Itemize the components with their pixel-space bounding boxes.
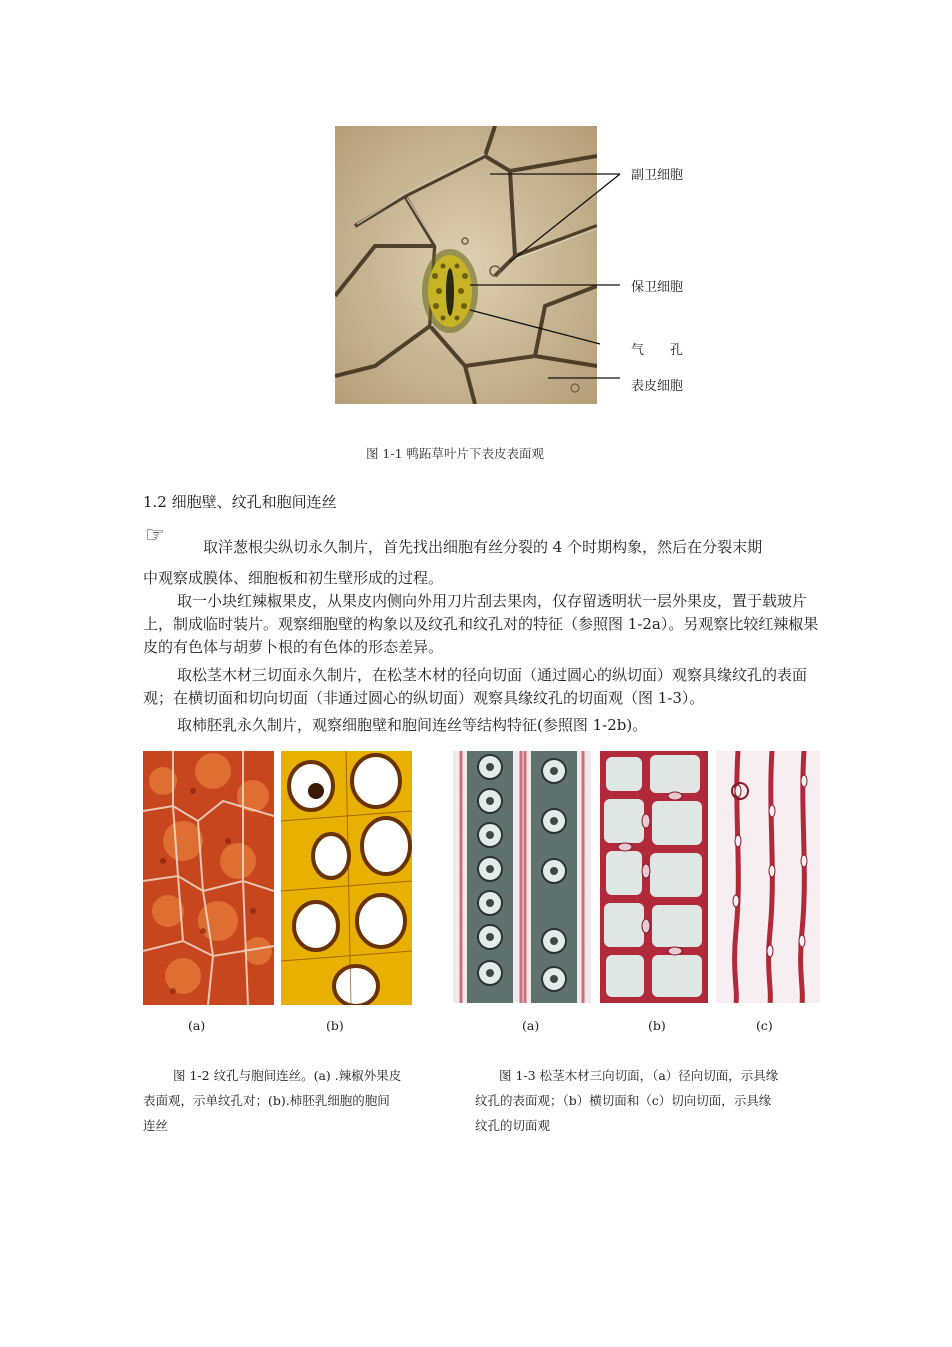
label-guard-cell: 保卫细胞 bbox=[631, 280, 684, 295]
label-subsidiary-cell: 副卫细胞 bbox=[631, 168, 684, 183]
paragraph-4: 取柿胚乳永久制片，观察细胞壁和胞间连丝等结构特征(参照图 1-2b)。 bbox=[177, 716, 648, 734]
paragraph-3: 取松茎木材三切面永久制片，在松茎木材的径向切面（通过圆心的纵切面）观察具缘纹孔的表面观；在横切面和切向切面（非通过圆心的纵切面）观察具缘纹孔的切面观（图 1-3）。 bbox=[143, 666, 808, 707]
figure2-sub-b: (b) bbox=[326, 1018, 344, 1033]
figure3-sub-c: (c) bbox=[756, 1018, 773, 1033]
figure1-caption: 图 1-1 鸭跖草叶片下表皮表面观 bbox=[365, 446, 545, 461]
figure2-caption-line-3: 连丝 bbox=[143, 1118, 169, 1133]
figure2-sub-a: (a) bbox=[188, 1018, 206, 1033]
figure2-caption-line-1: 图 1-2 纹孔与胞间连丝。(a) .辣椒外果皮 bbox=[173, 1068, 402, 1083]
pine-radial-section-micrograph bbox=[453, 751, 591, 1003]
pine-cross-section-micrograph bbox=[600, 751, 708, 1003]
figure3-sub-b: (b) bbox=[648, 1018, 666, 1033]
figure3-caption-line-3: 纹孔的切面观 bbox=[475, 1118, 551, 1133]
figure2-caption-line-2: 表面观，示单纹孔对；(b).柿胚乳细胞的胞间 bbox=[143, 1093, 390, 1108]
persimmon-endosperm-micrograph bbox=[281, 751, 412, 1005]
label-stoma: 气 孔 bbox=[631, 343, 684, 358]
paragraph-1-line-2: 中观察成膜体、细胞板和初生壁形成的过程。 bbox=[143, 569, 444, 587]
pepper-exocarp-micrograph bbox=[143, 751, 274, 1005]
figure2-caption bbox=[143, 1063, 443, 1138]
figure3-sub-a: (a) bbox=[522, 1018, 540, 1033]
paragraph-2: 取一小块红辣椒果皮，从果皮内侧向外用刀片刮去果肉，仅存留透明状一层外果皮，置于载玻片上，制成临时装片。观察细胞壁的构象以及纹孔和纹孔对的特征（参照图 1-2a）。另观察比较红辣椒果皮的有色体与胡萝卜根的有色体的形态差异。 bbox=[143, 592, 819, 656]
pointing-hand-icon: ☞ bbox=[145, 523, 165, 548]
label-epidermal-cell: 表皮细胞 bbox=[631, 379, 684, 394]
section-heading: 1.2 细胞壁、纹孔和胞间连丝 bbox=[143, 493, 337, 511]
figure3-caption-line-1: 图 1-3 松茎木材三向切面，（a）径向切面，示具缘 bbox=[499, 1068, 779, 1083]
pine-tangential-section-micrograph bbox=[716, 751, 820, 1003]
figure3-caption bbox=[475, 1063, 825, 1138]
figure1-leader-lines bbox=[430, 160, 630, 390]
figure3-caption-line-2: 纹孔的表面观；（b）横切面和（c）切向切面，示具缘 bbox=[475, 1093, 772, 1108]
paragraph-1-line-1: 取洋葱根尖纵切永久制片，首先找出细胞有丝分裂的 4 个时期构象，然后在分裂末期 bbox=[203, 538, 763, 556]
